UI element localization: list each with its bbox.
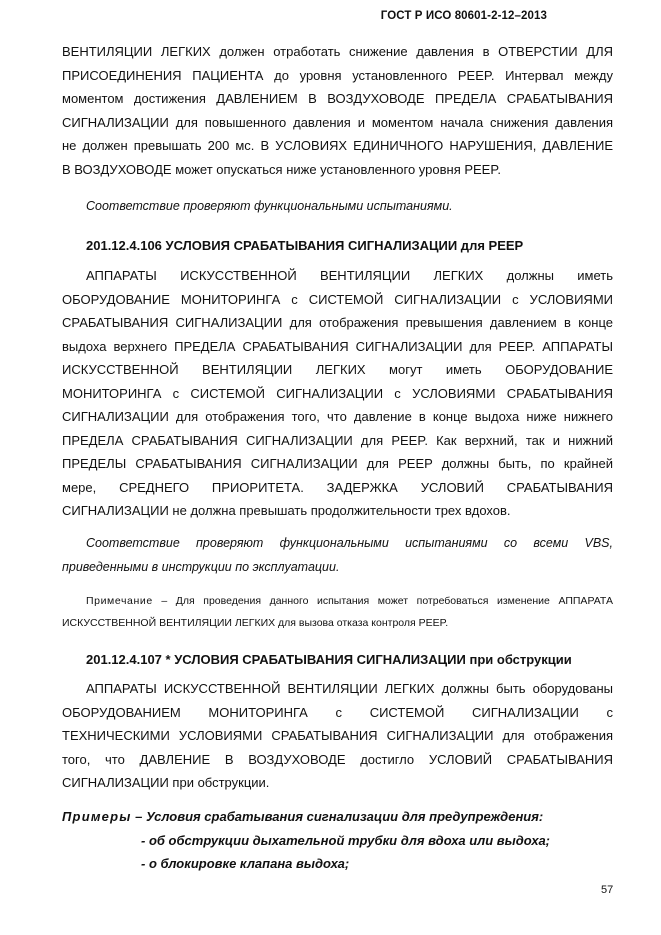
note-first-line	[62, 590, 613, 612]
examples-intro-line	[62, 805, 613, 829]
section-107-body	[62, 677, 613, 795]
text-line: АППАРАТЫ ИСКУССТВЕННОЙ ВЕНТИЛЯЦИИ ЛЕГКИХ должны быть оборудованы	[86, 681, 613, 696]
section-heading-106	[62, 238, 637, 253]
examples-block	[62, 805, 613, 876]
section-number: 201.12.4.106	[86, 238, 162, 253]
section-number: 201.12.4.107	[86, 652, 162, 667]
text-line: приведенными в инструкции по эксплуатации.	[62, 559, 340, 574]
text-line: ОБОРУДОВАНИЕ МОНИТОРИНГА с СИСТЕМОЙ СИГНАЛИЗАЦИИ с УСЛОВИЯМИ	[62, 291, 613, 307]
note-text: – Для проведения данного испытания может потребоваться изменение АППАРАТА	[152, 595, 613, 607]
text-line: СРАБАТЫВАНИЯ СИГНАЛИЗАЦИИ для отображения превышения давлением в конце	[62, 315, 613, 330]
text-line: ПРЕДЕЛА СРАБАТЫВАНИЯ СИГНАЛИЗАЦИИ для PEEP. Как верхний, так и нижний	[62, 432, 613, 448]
examples-intro: – Условия срабатывания сигнализации для предупреждения:	[131, 809, 544, 824]
document-header: ГОСТ Р ИСО 80601-2-12–2013	[380, 10, 547, 22]
note-label: Примечание	[86, 595, 153, 607]
text-line: ИСКУССТВЕННОЙ ВЕНТИЛЯЦИИ ЛЕГКИХ могут иметь ОБОРУДОВАНИЕ	[62, 362, 613, 377]
text-line: АППАРАТЫ ИСКУССТВЕННОЙ ВЕНТИЛЯЦИИ ЛЕГКИХ должны иметь	[86, 268, 613, 283]
text-line: СИГНАЛИЗАЦИИ для повышенного давления и моментом начала снижения давления	[62, 114, 613, 130]
text-line: мере, СРЕДНЕГО ПРИОРИТЕТА. ЗАДЕРЖКА УСЛОВИЙ СРАБАТЫВАНИЯ	[62, 479, 613, 495]
paragraph-continuation	[62, 40, 613, 181]
text-line: СИГНАЛИЗАЦИИ не должна превышать продолжительности трех вдохов.	[62, 503, 511, 518]
note	[62, 590, 613, 634]
compliance-statement: Соответствие проверяют функциональными испытаниями.	[86, 199, 453, 213]
section-heading-107	[62, 652, 637, 667]
text-line: моментом достижения ДАВЛЕНИЕМ В ВОЗДУХОВОДЕ ПРЕДЕЛА СРАБАТЫВАНИЯ	[62, 91, 613, 106]
page-number: 57	[601, 884, 614, 896]
text-line: В ВОЗДУХОВОДЕ может опускаться ниже установленного уровня PEEP.	[62, 161, 501, 177]
note-text-line: ИСКУССТВЕННОЙ ВЕНТИЛЯЦИИ ЛЕГКИХ для вызова отказа контроля PEEP.	[62, 617, 449, 629]
section-title: УСЛОВИЯ СРАБАТЫВАНИЯ СИГНАЛИЗАЦИИ для PEEP	[165, 238, 524, 253]
example-item: - о блокировке клапана выдоха;	[141, 856, 350, 871]
section-106-body	[62, 264, 613, 523]
text-line: Соответствие проверяют функциональными испытаниями со всеми VBS,	[86, 536, 613, 550]
text-line: того, что ДАВЛЕНИЕ В ВОЗДУХОВОДЕ достигло УСЛОВИЙ СРАБАТЫВАНИЯ	[62, 751, 613, 767]
text-line: СИГНАЛИЗАЦИИ при обструкции.	[62, 775, 270, 790]
text-line: ОБОРУДОВАНИЕМ МОНИТОРИНГА с СИСТЕМОЙ СИГНАЛИЗАЦИИ с	[62, 704, 613, 720]
text-line: МОНИТОРИНГА с СИСТЕМОЙ СИГНАЛИЗАЦИИ с УСЛОВИЯМИ СРАБАТЫВАНИЯ	[62, 385, 613, 401]
text-line: СИГНАЛИЗАЦИИ для отображения того, что давление в конце выдоха ниже нижнего	[62, 409, 613, 424]
text-line: ТЕХНИЧЕСКИМИ УСЛОВИЯМИ СРАБАТЫВАНИЯ СИГНАЛИЗАЦИИ для отображения	[62, 728, 613, 743]
text-line: ВЕНТИЛЯЦИИ ЛЕГКИХ должен отработать снижение давления в ОТВЕРСТИИ ДЛЯ	[62, 44, 613, 59]
examples-label: Примеры	[62, 809, 132, 824]
text-line: не должен превышать 200 мс. В УСЛОВИЯХ ЕДИНИЧНОГО НАРУШЕНИЯ, ДАВЛЕНИЕ	[62, 138, 613, 153]
text-line: ПРИСОЕДИНЕНИЯ ПАЦИЕНТА до уровня установленного PEEP. Интервал между	[62, 67, 613, 83]
text-line: выдоха верхнего ПРЕДЕЛА СРАБАТЫВАНИЯ СИГНАЛИЗАЦИИ для PEEP. АППАРАТЫ	[62, 338, 613, 354]
example-item: - об обструкции дыхательной трубки для вдоха или выдоха;	[141, 832, 551, 848]
compliance-statement-vbs	[62, 532, 613, 579]
section-title: * УСЛОВИЯ СРАБАТЫВАНИЯ СИГНАЛИЗАЦИИ при обструкции	[165, 652, 572, 667]
text-line: ПРЕДЕЛЫ СРАБАТЫВАНИЯ СИГНАЛИЗАЦИИ для PEEP должны быть, по крайней	[62, 456, 613, 471]
